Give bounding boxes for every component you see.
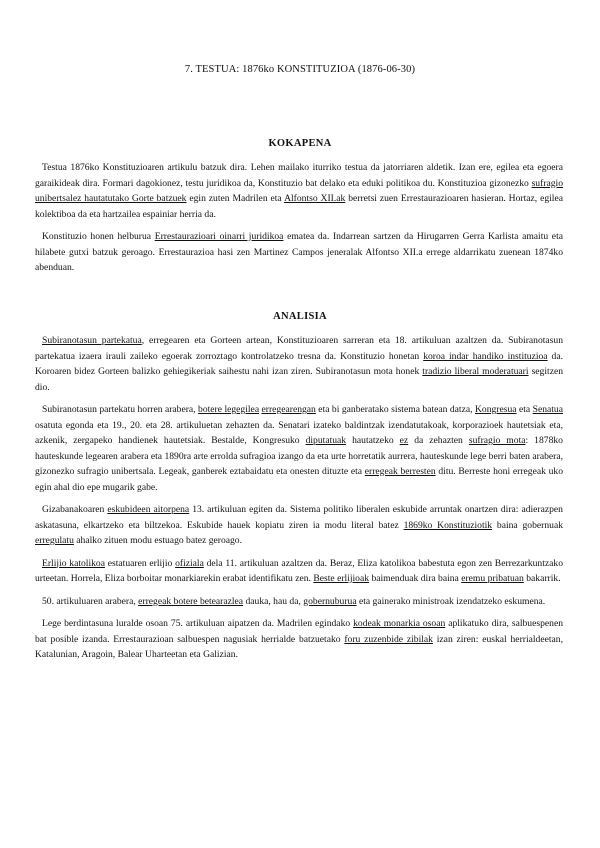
underlined-term: erregearengan [261,404,316,415]
analisia-paragraph-6: Lege berdintasuna luralde osoan 75. artikuluan aipatzen da. Madrilen egindako kodeak monarkia osoan aplikatuko dira, salbuespenen bat posible izanda. Errestaurazioan salbuespen nagusiak herrialde batzuetako foru zuzenbide zibilak izan ziren: euskal herrialdeetan, Katalunian, Aragoin, Balear Uharteetan eta Galizian. [35,618,563,660]
underlined-term: diputatuak [305,435,347,446]
underlined-term: Subiranotasun partekatua [42,335,142,346]
underlined-term: Erlijio katolikoa [42,557,105,569]
underlined-term: kodeak monarkia osoan [353,618,446,629]
underlined-term: sufragio unibertsalez hautatutako Gorte batzuek [35,177,563,204]
underlined-term: Beste erlijioak [313,573,370,584]
analisia-paragraph-2: Subiranotasun partekatu horren arabera, botere legegilea erregearengan eta bi ganberatako sistema batean datza, Kongresua eta Senatua osatuta egonda eta 19., 20. eta 28. artikuluetan zehazten da. Senatari izateko baldintzak izendatutakoak, korporazioek hautetsiak eta, azkenik, zergapeko handienek hautetsiak. Bestalde, Kongresuko diputatuak hautatzeko ez da zehazten sufragio mota: 1878ko hauteskunde legearen arabera eta 1890ra arte erroldа sufragioa izango da eta urte horretatik aurrera, hauteskunde lege berri baten arabera, gizonezko sufragio unibertsala. Legeak, ganberek eztabaidatu eta onesten dituzte eta erregeak berresten ditu. Berreste honi erregeak uko egin ahal dio epe mugarik gabe. [35,404,563,493]
underlined-term: foru zuzenbide zibilak [344,633,433,645]
kokapena-body [35,160,563,276]
analisia-paragraph-5: 50. artikuluaren arabera, erregeak botere betearazlea dauka, hau da, gobernuburua eta gainerako ministroak izendatzeko eskumena. [42,595,546,607]
underlined-term: erregeak botere betearazlea [138,595,244,607]
analisia-paragraph-1: Subiranotasun partekatua, erregearen eta Gorteen artean, Konstituzioaren sarreran eta 18. artikuluan azaltzen da. Subiranotasun partekatua izaera irauli zaileko egoerak zorroztago kontrolatzeko tresna da. Konstituzio honetan koroa indar handiko instituzioa da. Koroaren bidez Gorteen balizko gehiegikeriak saihestu nahi izan ziren. Subiranotasun mota honek tradizio liberal moderatuari segitzen dio. [35,335,564,393]
underlined-term: tradizio liberal moderatuari [422,366,529,377]
underlined-term: botere legegilea [198,404,260,415]
underlined-term: ez [399,435,409,446]
kokapena-paragraph-2: Konstituzio honen helburua Errestaurazioari oinarri juridikoa ematea da. Indarrean sartzen da Hirugarren Gerra Karlista amaitu eta hilabete gutxi batzuk geroago. Errestaurazioa hasi zen Martinez Campos jeneralak Alfontso XII.a errege aldarrikatu zuenean 1874ko abenduan. [35,231,563,273]
underlined-term: erregeak berresten [364,466,436,477]
underlined-term: Errestaurazioari oinarri juridikoa [154,231,284,242]
underlined-term: ofiziala [175,557,204,569]
underlined-term: Senatua [532,404,563,415]
underlined-term: 1869ko Konstituziotik [403,519,493,531]
heading-analisia: ANALISIA [273,311,327,322]
kokapena-paragraph-1: Testua 1876ko Konstituzioaren artikulu batzuk dira. Lehen mailako iturriko testua da jatorriaren aldetik. Izan ere, egilea eta egoera garaikideak dira. Formari dagokionez, testu juridikoa da, Konstituzio bat delako eta eduki politikoa du. Konstituzioa gizonezko sufragio unibertsalez hautatutako Gorte batzuek egin zuten Madrilen eta Alfontso XII.ak berretsi zuen Errestaurazioaren hasieran. Hortaz, egilea kolektiboa da eta hartzailea espainiar herria da. [35,162,563,220]
underlined-term: koroa indar handiko instituzioa [423,350,548,362]
underlined-term: eskubideen aitorpena [107,504,190,515]
underlined-term: eremu pribatuan [461,573,524,584]
underlined-term: Alfontso XII.ak [284,193,346,204]
document-title: 7. TESTUA: 1876ko KONSTITUZIOA (1876-06-30) [184,64,416,75]
underlined-term: erregulatu [35,535,74,546]
underlined-term: sufragio mota [468,435,526,446]
underlined-term: Kongresua [474,404,517,415]
underlined-term: gobernuburua [303,595,357,607]
analisia-paragraph-4: Erlijio katolikoa estatuaren erlijio ofiziala dela 11. artikuluan azaltzen da. Beraz, Eliza katolikoa babestuta egon zen Berrezarkuntzako urteetan. Horrela, Eliza borboitar monarkiarekin erabat identifikatu zen. Beste erlijioak baimenduak dira baina eremu pribatuan bakarrik. [35,557,563,584]
analisia-body [35,333,563,663]
heading-kokapena: KOKAPENA [268,138,332,149]
analisia-paragraph-3: Gizabanakoaren eskubideen aitorpena 13. artikuluan egiten da. Sistema politiko liberalen eskubide arruntak onartzen dira: adierazpen askatasuna, elkartzeko eta biltzekoa. Eskubide hauek kopiatu ziren iа modu literal batez 1869ko Konstituziotik baina gobernuak erregulatu ahalko zituen modu estuago batez geroago. [35,504,564,546]
